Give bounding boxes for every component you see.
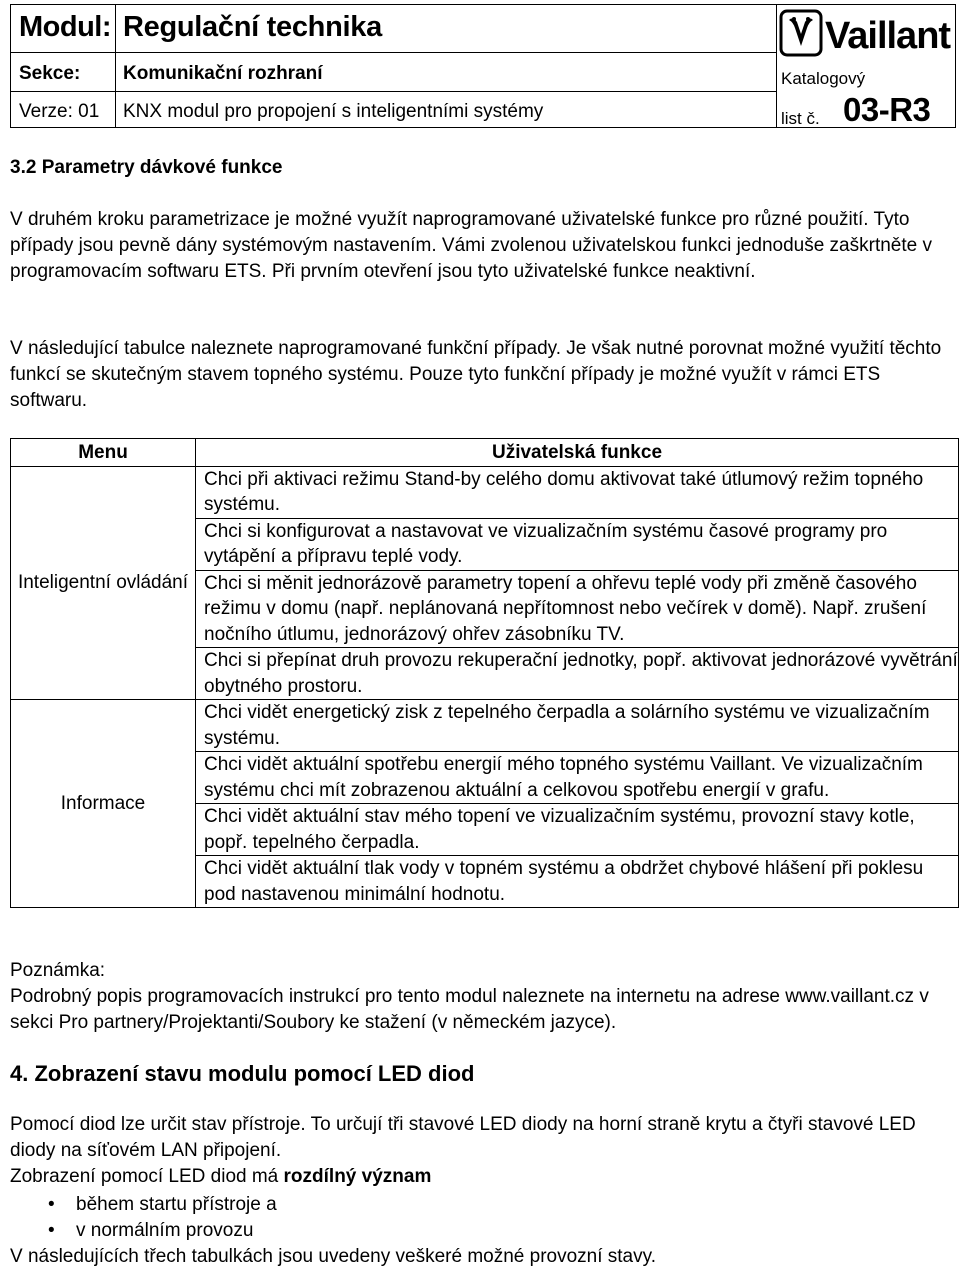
column-header-menu: Menu (11, 439, 196, 467)
list-item (10, 1192, 277, 1218)
led-meaning-text: Zobrazení pomocí LED diod má (10, 1166, 284, 1187)
led-meaning-paragraph (10, 1164, 950, 1190)
table-row (11, 700, 959, 752)
header-divider (11, 52, 776, 53)
group-label-smart-control: Inteligentní ovládání (11, 466, 196, 700)
led-tables-intro: V následujících třech tabulkách jsou uvedeny veškeré možné provozní stavy. (10, 1246, 656, 1267)
header-divider (115, 5, 116, 127)
sekce-value: Komunikační rozhraní (123, 63, 323, 84)
sheet-number: 03-R3 (843, 91, 931, 128)
column-header-function: Uživatelská funkce (196, 439, 959, 467)
sekce-label: Sekce: (19, 63, 81, 84)
table-cell: Chci vidět aktuální tlak vody v topném systému a obdržet chybové hlášení při poklesu pod nastavenou minimální hodnotu. (196, 856, 959, 908)
list-item-text: v normálním provozu (76, 1220, 254, 1241)
note-text: Podrobný popis programovacích instrukcí pro tento modul naleznete na internetu na adrese www.vaillant.cz v sekci Pro partnery/Projektanti/Soubory ke stažení (v německém jazyce). (10, 986, 929, 1033)
intro-paragraph: V druhém kroku parametrizace je možné využít naprogramované uživatelské funkce pro různé použití. Tyto případy jsou pevně dány systémovým nastavením. Vámi zvolenou uživatelskou funkci jednoduše zaškrtněte v programovacím softwaru ETS. Při prvním otevření jsou tyto uživatelské funkce neaktivní. (10, 209, 932, 282)
led-meaning-emphasis: rozdílný význam (283, 1166, 432, 1187)
led-bullet-list (10, 1192, 277, 1244)
table-cell: Chci vidět aktuální stav mého topení ve vizualizačním systému, provozní stavy kotle, popř. tepelného čerpadla. (196, 804, 959, 856)
header-divider (776, 5, 777, 127)
table-header-row (11, 439, 959, 467)
list-item (10, 1218, 277, 1244)
modul-label: Modul: (19, 11, 112, 43)
verze-value: KNX modul pro propojení s inteligentními systémy (123, 101, 544, 122)
user-functions-table (10, 438, 959, 908)
list-label: list č. (781, 109, 820, 128)
table-row (11, 466, 959, 518)
document-header (10, 4, 956, 128)
table-intro-paragraph: V následující tabulce naleznete naprogramované funkční případy. Je však nutné porovnat možné využití těchto funkcí se skutečným stavem topného systému. Pouze tyto funkční případy je možné využít v rámci ETS softwaru. (10, 338, 942, 411)
section-heading-4: 4. Zobrazení stavu modulu pomocí LED diod (10, 1061, 475, 1086)
table-cell: Chci při aktivaci režimu Stand-by celého domu aktivovat také útlumový režim topného systému. (196, 466, 959, 518)
table-cell: Chci vidět aktuální spotřebu energií mého topného systému Vaillant. Ve vizualizačním systému chci mít zobrazenou aktuální a celkovou spotřebu energií v grafu. (196, 752, 959, 804)
vaillant-logo (779, 8, 955, 58)
table-cell: Chci si měnit jednorázově parametry topení a ohřevu teplé vody při změně časového režimu v domu (např. neplánovaná nepřítomnost nebo večírek v domě). Např. zrušení nočního útlumu, jednorázový ohřev zásobníku TV. (196, 570, 959, 648)
logo-text: Vaillant (825, 15, 951, 57)
bullet-icon: • (48, 1194, 55, 1215)
table-cell: Chci si konfigurovat a nastavovat ve vizualizačním systému časové programy pro vytápění a přípravu teplé vody. (196, 518, 959, 570)
note-label: Poznámka: (10, 960, 106, 981)
table-cell: Chci si přepínat druh provozu rekuperační jednotky, popř. aktivovat jednorázové vyvětrání obytného prostoru. (196, 648, 959, 700)
katalog-label: Katalogový (781, 69, 866, 88)
table-cell: Chci vidět energetický zisk z tepelného čerpadla a solárního systému ve vizualizačním systému. (196, 700, 959, 752)
modul-value: Regulační technika (123, 11, 382, 43)
led-intro-paragraph: Pomocí diod lze určit stav přístroje. To určují tři stavové LED diody na horní straně krytu a čtyři stavové LED diody na síťovém LAN připojení. (10, 1114, 916, 1161)
group-label-information: Informace (11, 700, 196, 908)
list-item-text: během startu přístroje a (76, 1194, 277, 1215)
verze-label: Verze: 01 (19, 101, 100, 122)
section-heading-3-2: 3.2 Parametry dávkové funkce (10, 157, 283, 178)
header-divider (11, 91, 776, 92)
bullet-icon: • (48, 1220, 55, 1241)
